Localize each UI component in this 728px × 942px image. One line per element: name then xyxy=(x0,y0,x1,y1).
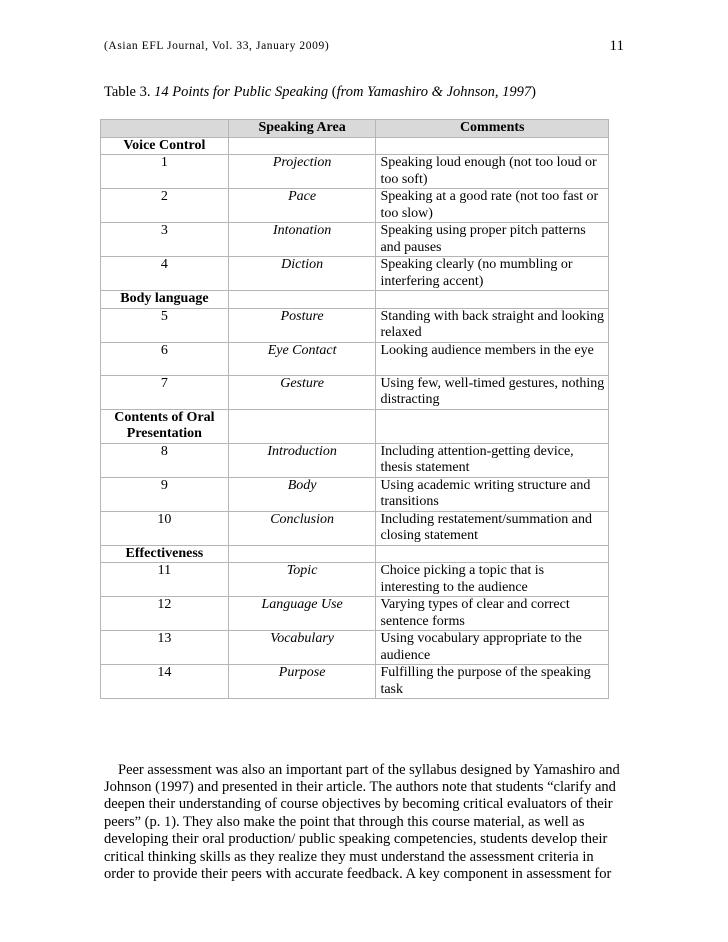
speaking-area: Pace xyxy=(228,189,376,223)
header-speaking-area: Speaking Area xyxy=(228,120,376,138)
table-row xyxy=(101,257,609,291)
speaking-area: Purpose xyxy=(228,665,376,699)
category-effectiveness: Effectiveness xyxy=(101,545,229,563)
header-comments: Comments xyxy=(376,120,609,138)
speaking-area: Topic xyxy=(228,563,376,597)
table-row xyxy=(101,189,609,223)
table-row xyxy=(101,477,609,511)
item-number: 7 xyxy=(101,375,229,409)
table-row xyxy=(101,631,609,665)
category-row xyxy=(101,409,609,443)
category-voice-control: Voice Control xyxy=(101,137,229,155)
empty-cell xyxy=(228,291,376,309)
empty-cell xyxy=(376,137,609,155)
comment: Using academic writing structure and transitions xyxy=(376,477,609,511)
empty-cell xyxy=(228,409,376,443)
table-caption xyxy=(104,84,536,101)
table-row xyxy=(101,443,609,477)
category-row xyxy=(101,545,609,563)
comment: Standing with back straight and looking relaxed xyxy=(376,308,609,342)
category-contents: Contents of Oral Presentation xyxy=(101,409,229,443)
item-number: 14 xyxy=(101,665,229,699)
item-number: 1 xyxy=(101,155,229,189)
caption-title: 14 Points for Public Speaking xyxy=(154,84,329,100)
speaking-area: Projection xyxy=(228,155,376,189)
table-row xyxy=(101,342,609,375)
item-number: 8 xyxy=(101,443,229,477)
comment: Fulfilling the purpose of the speaking task xyxy=(376,665,609,699)
journal-citation: (Asian EFL Journal, Vol. 33, January 2009) xyxy=(104,40,330,52)
table-row xyxy=(101,223,609,257)
comment: Speaking using proper pitch patterns and pauses xyxy=(376,223,609,257)
table-header-row xyxy=(101,120,609,138)
item-number: 2 xyxy=(101,189,229,223)
item-number: 10 xyxy=(101,511,229,545)
table-row xyxy=(101,597,609,631)
comment: Speaking at a good rate (not too fast or too slow) xyxy=(376,189,609,223)
comment: Speaking clearly (no mumbling or interfering accent) xyxy=(376,257,609,291)
comment: Varying types of clear and correct sentence forms xyxy=(376,597,609,631)
speaking-area: Introduction xyxy=(228,443,376,477)
speaking-area: Posture xyxy=(228,308,376,342)
item-number: 12 xyxy=(101,597,229,631)
comment: Choice picking a topic that is interesting to the audience xyxy=(376,563,609,597)
item-number: 11 xyxy=(101,563,229,597)
running-header xyxy=(104,38,624,62)
speaking-area: Diction xyxy=(228,257,376,291)
empty-cell xyxy=(228,137,376,155)
item-number: 5 xyxy=(101,308,229,342)
comment: Looking audience members in the eye xyxy=(376,342,609,375)
item-number: 9 xyxy=(101,477,229,511)
caption-source: from Yamashiro & Johnson, 1997 xyxy=(336,84,532,100)
category-body-language: Body language xyxy=(101,291,229,309)
public-speaking-table xyxy=(100,119,609,699)
speaking-area: Body xyxy=(228,477,376,511)
table-row xyxy=(101,308,609,342)
header-blank xyxy=(101,120,229,138)
table-row xyxy=(101,155,609,189)
speaking-area: Vocabulary xyxy=(228,631,376,665)
table-row xyxy=(101,665,609,699)
category-row xyxy=(101,137,609,155)
speaking-area: Intonation xyxy=(228,223,376,257)
comment: Using vocabulary appropriate to the audience xyxy=(376,631,609,665)
table-row xyxy=(101,511,609,545)
empty-cell xyxy=(376,291,609,309)
comment: Using few, well-timed gestures, nothing distracting xyxy=(376,375,609,409)
table-row xyxy=(101,375,609,409)
speaking-area: Eye Contact xyxy=(228,342,376,375)
speaking-area: Gesture xyxy=(228,375,376,409)
speaking-area: Language Use xyxy=(228,597,376,631)
caption-label: Table 3. xyxy=(104,84,155,100)
speaking-area: Conclusion xyxy=(228,511,376,545)
category-row xyxy=(101,291,609,309)
comment: Speaking loud enough (not too loud or too soft) xyxy=(376,155,609,189)
item-number: 3 xyxy=(101,223,229,257)
comment: Including restatement/summation and closing statement xyxy=(376,511,609,545)
comment: Including attention-getting device, thesis statement xyxy=(376,443,609,477)
table-row xyxy=(101,563,609,597)
empty-cell xyxy=(228,545,376,563)
caption-close-paren: ) xyxy=(531,84,536,100)
body-paragraph: Peer assessment was also an important part of the syllabus designed by Yamashiro and Johnson (1997) and presented in their article. The authors note that students “clarify and deepen their understanding of course objectives by becoming critical evaluators of their peers” (p. 1). They also make the point that through this course material, as well as developing their oral production/ public speaking competencies, students develop their critical thinking skills as they realize they must understand the assessment criteria in order to provide their peers with accurate feedback. A key component in assessment for xyxy=(104,761,620,882)
caption-open-paren: ( xyxy=(328,84,337,100)
item-number: 6 xyxy=(101,342,229,375)
item-number: 13 xyxy=(101,631,229,665)
empty-cell xyxy=(376,545,609,563)
item-number: 4 xyxy=(101,257,229,291)
page-number: 11 xyxy=(609,38,624,54)
empty-cell xyxy=(376,409,609,443)
